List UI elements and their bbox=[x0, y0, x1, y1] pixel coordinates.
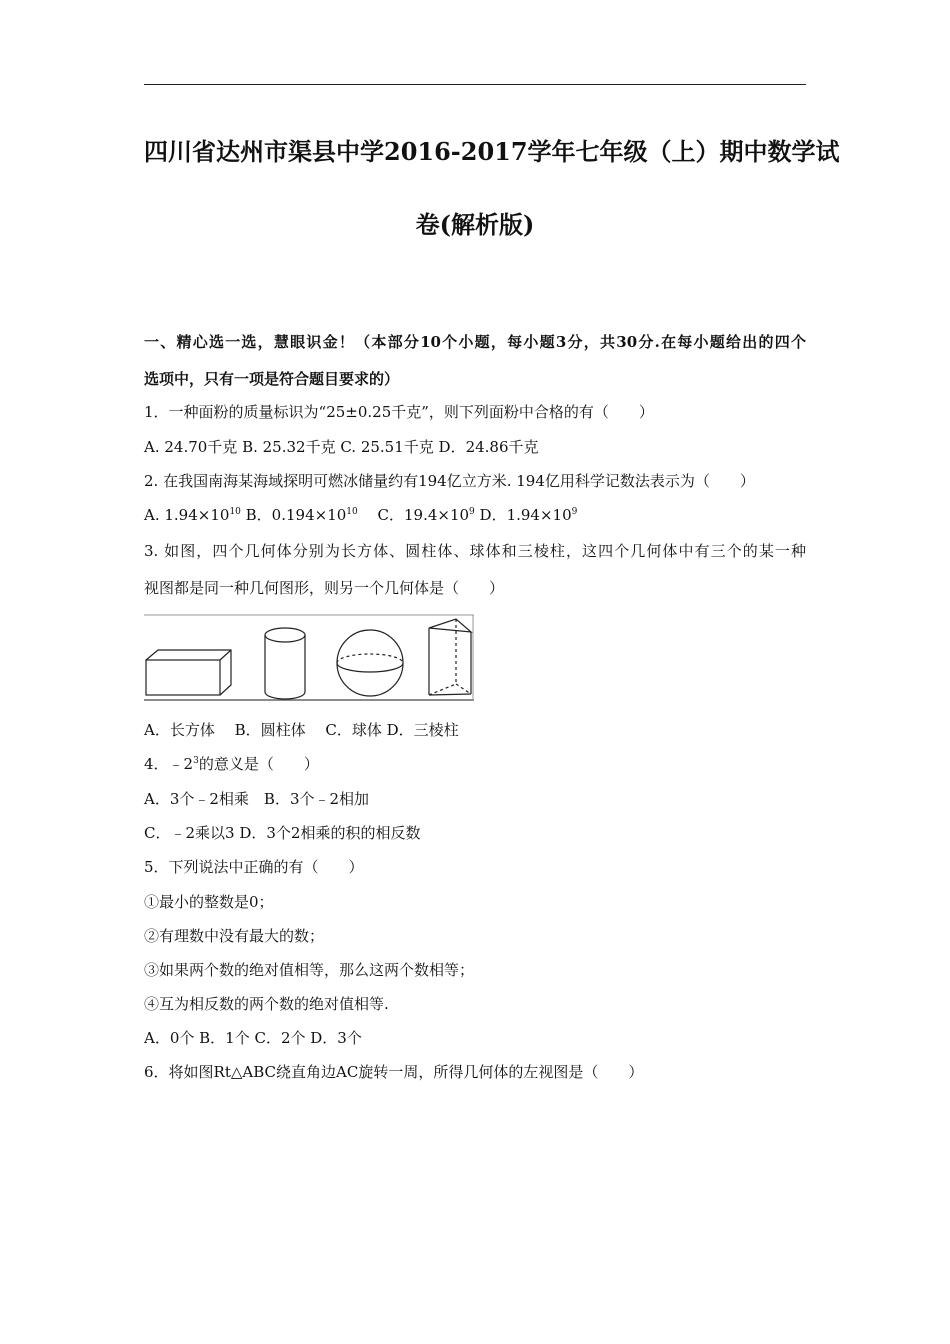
q6-stem: 6．将如图Rt△ABC绕直角边AC旋转一周，所得几何体的左视图是（ ） bbox=[144, 1063, 644, 1081]
q5-statement-3: ③如果两个数的绝对值相等，那么这两个数相等； bbox=[144, 961, 475, 979]
q2-option-b-exponent: 10 bbox=[346, 507, 358, 517]
q3-solids-figure bbox=[144, 614, 474, 702]
cylinder-shape bbox=[265, 628, 305, 699]
q5-statement-2: ②有理数中没有最大的数； bbox=[144, 927, 325, 945]
q4-stem-rest: 的意义是（ ） bbox=[198, 755, 319, 773]
q5-stem: 5．下列说法中正确的有（ ） bbox=[144, 858, 364, 876]
q3-stem-line-1: 3. 如图，四个几何体分别为长方体、圆柱体、球体和三棱柱，这四个几何体中有三个的某一种 bbox=[144, 542, 806, 560]
q2-option-a-exponent: 10 bbox=[229, 507, 241, 517]
q1-stem: 1．一种面粉的质量标识为“25±0.25千克”，则下列面粉中合格的有（ ） bbox=[144, 403, 654, 421]
q2-option-c-exponent: 9 bbox=[469, 507, 475, 517]
q3-stem-line-2: 视图都是同一种几何图形，则另一个几何体是（ ） bbox=[144, 579, 505, 597]
q2-option-b: B．0.194×10 bbox=[240, 506, 347, 524]
q1-options: A. 24.70千克 B. 25.32千克 C. 25.51千克 D．24.86千克 bbox=[144, 438, 539, 456]
sphere-shape bbox=[337, 630, 403, 696]
q4-stem-exponent: 3 bbox=[193, 756, 199, 766]
section-heading-line-1: 一、精心选一选，慧眼识金！（本部分10个小题，每小题3分，共30分.在每小题给出的四个 bbox=[144, 333, 806, 351]
title-line-2: 卷(解析版) bbox=[415, 210, 535, 239]
title-line-1: 四川省达州市渠县中学2016-2017学年七年级（上）期中数学试 bbox=[144, 137, 840, 166]
q2-option-d-exponent: 9 bbox=[571, 507, 578, 517]
section-heading-line-2: 选项中，只有一项是符合题目要求的） bbox=[144, 370, 400, 388]
q4-options-line-2: C．﹣2乘以3 D．3个2相乘的积的相反数 bbox=[144, 824, 421, 842]
triangular-prism-shape bbox=[429, 619, 471, 695]
q5-options: A．0个 B．1个 C．2个 D．3个 bbox=[144, 1029, 362, 1047]
q5-statement-1: ①最小的整数是0； bbox=[144, 893, 274, 911]
q2-options bbox=[144, 504, 806, 526]
header-rule bbox=[144, 84, 806, 85]
q3-options: A．长方体 B．圆柱体 C．球体 D．三棱柱 bbox=[144, 721, 459, 739]
q4-options-line-1: A．3个﹣2相乘 B．3个﹣2相加 bbox=[144, 790, 370, 808]
q5-statement-4: ④互为相反数的两个数的绝对值相等. bbox=[144, 995, 389, 1013]
cuboid-shape bbox=[146, 650, 231, 695]
q2-stem: 2. 在我国南海某海域探明可燃冰储量约有194亿立方米. 194亿用科学记数法表示为（ ） bbox=[144, 472, 755, 490]
q4-stem bbox=[144, 753, 806, 775]
q2-option-a: A. 1.94×10 bbox=[144, 506, 230, 524]
q2-option-d: D．1.94×10 bbox=[474, 506, 572, 524]
q2-option-c: C．19.4×10 bbox=[357, 506, 470, 524]
q4-stem-base: 4．﹣2 bbox=[144, 755, 194, 773]
